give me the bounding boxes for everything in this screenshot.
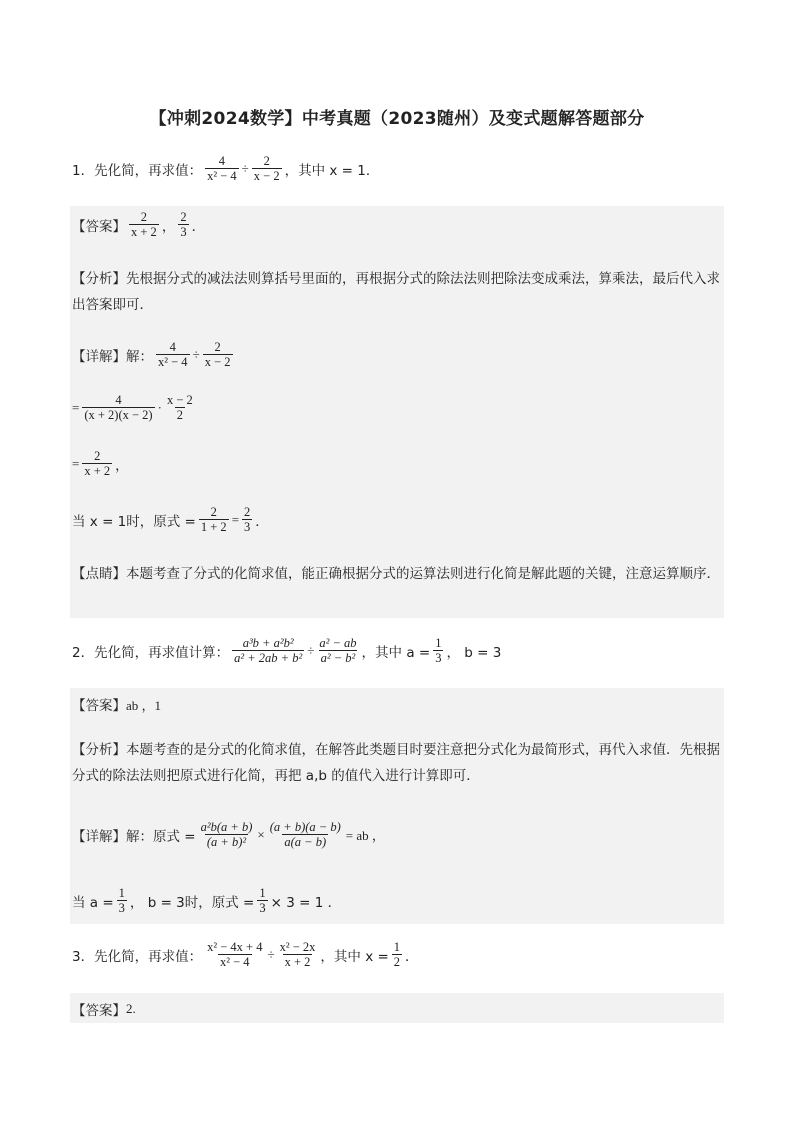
- detail-2-step-2: [72, 886, 341, 916]
- answer-tag: 【答案】: [72, 1003, 126, 1019]
- fraction: [82, 393, 154, 423]
- question-2-prefix: 2．先化简，再求值计算：: [72, 644, 230, 661]
- substitution-prefix: 当 a =: [72, 894, 114, 911]
- fraction: [205, 940, 264, 970]
- fraction: [268, 820, 343, 850]
- denominator: x + 2: [284, 955, 311, 970]
- denominator: (a + b)²: [206, 835, 247, 850]
- analysis-1: [72, 266, 720, 318]
- numerator: 4: [218, 154, 225, 168]
- numerator: 1: [118, 886, 125, 900]
- denominator: a(a − b): [284, 835, 327, 850]
- detail-1-step-2: [72, 393, 198, 423]
- divide-sign: ÷: [267, 946, 275, 962]
- analysis-text: 先根据分式的减法法则算括号里面的，再根据分式的除法法则把除法变成乘法，算乘法，最后代入求出答案即可．: [72, 271, 720, 313]
- divide-sign: ÷: [307, 642, 315, 658]
- fraction: [232, 636, 304, 666]
- numerator: 1: [435, 636, 442, 650]
- question-3-stem: [72, 940, 419, 970]
- answer-tag: 【答案】: [72, 698, 126, 714]
- denominator: 2: [176, 408, 183, 423]
- numerator: 2: [214, 340, 221, 354]
- answer-tag: 【答案】: [72, 218, 126, 235]
- denominator: x − 2: [253, 169, 280, 184]
- numerator: 2: [263, 154, 270, 168]
- numerator: 2: [210, 505, 217, 519]
- equals-sign: =: [231, 511, 240, 527]
- numerator: a² − ab: [319, 636, 357, 650]
- numerator: x² − 2x: [279, 940, 316, 954]
- answer-1: [72, 210, 205, 240]
- fraction: [203, 340, 233, 370]
- detail-prefix: 解：原式 =: [126, 828, 196, 845]
- question-1-stem: [72, 154, 379, 184]
- page-title: 【冲刺2024数学】中考真题（2023随州）及变式题解答题部分: [149, 109, 645, 129]
- numerator: 4: [115, 393, 122, 407]
- fraction: [252, 154, 282, 184]
- fraction: [433, 636, 443, 666]
- denominator: a² + 2ab + b²: [234, 651, 303, 666]
- substitution-text: 当 x = 1时，原式 =: [72, 513, 196, 530]
- question-1-suffix: ，其中 x = 1．: [284, 162, 380, 179]
- equals-sign: =: [72, 455, 80, 471]
- comment-text: 本题考查了分式的化简求值，能正确根据分式的运算法则进行化简是解此题的关键，注意运算顺序．: [126, 566, 720, 582]
- divide-sign: ÷: [192, 346, 200, 362]
- denominator: 3: [180, 225, 187, 240]
- result-text: = ab ，: [345, 828, 385, 844]
- denominator: 2: [393, 955, 401, 970]
- fraction: [199, 505, 229, 535]
- answer-2: [72, 693, 161, 715]
- denominator: 3: [435, 651, 442, 666]
- denominator: 3: [244, 520, 251, 535]
- detail-1-step-3: [72, 449, 129, 479]
- fraction: [156, 340, 190, 370]
- detail-tag: 【详解】: [72, 828, 126, 845]
- detail-2-step-1: [72, 820, 385, 850]
- comment-tag: 【点睛】: [72, 566, 126, 582]
- denominator: (x + 2)(x − 2): [84, 408, 153, 423]
- substitution-end: × 3 = 1 ．: [270, 894, 342, 911]
- analysis-tag: 【分析】: [72, 742, 126, 758]
- denominator: 3: [259, 901, 266, 916]
- fraction: [205, 154, 239, 184]
- denominator: x + 2: [131, 225, 157, 240]
- numerator: 4: [169, 340, 176, 354]
- question-1-prefix: 1．先化简，再求值：: [72, 162, 203, 179]
- answer-3: [72, 998, 136, 1020]
- denominator: x² − 4: [158, 355, 188, 370]
- analysis-text: 本题考查的是分式的化简求值，在解答此类题目时要注意把分式化为最简形式，再代入求值．先根据分式的除法法则把原式进行化简，再把 a,b 的值代入进行计算即可．: [72, 742, 720, 784]
- numerator: a²b(a + b): [200, 820, 253, 834]
- question-2-suffix: ， b = 3: [446, 644, 502, 661]
- question-3-prefix: 3．先化简，再求值：: [72, 948, 203, 965]
- detail-1-step-1: [72, 340, 236, 370]
- fraction: [317, 636, 358, 666]
- multiply-dot: ·: [157, 399, 162, 415]
- answer-text: ab ，1: [126, 697, 162, 713]
- numerator: a³b + a²b²: [242, 636, 294, 650]
- numerator: 2: [140, 210, 148, 224]
- detail-tag: 【详解】: [72, 348, 126, 365]
- question-2-stem: [72, 636, 501, 666]
- detail-1-step-4: [72, 505, 269, 535]
- analysis-tag: 【分析】: [72, 271, 126, 287]
- period: ．: [191, 218, 206, 235]
- numerator: (a + b)(a − b): [269, 820, 341, 834]
- denominator: x + 2: [84, 464, 111, 479]
- fraction: [199, 820, 255, 850]
- denominator: a² − b²: [320, 651, 356, 666]
- denominator: x² − 4: [219, 955, 250, 970]
- numerator: x² − 4x + 4: [207, 940, 263, 954]
- fraction: [82, 449, 112, 479]
- fraction: [165, 393, 195, 423]
- numerator: 2: [94, 449, 101, 463]
- denominator: x² − 4: [207, 169, 237, 184]
- solution-3-panel: [70, 993, 724, 1023]
- fraction: [257, 886, 267, 916]
- numerator: 1: [393, 940, 401, 954]
- numerator: 2: [244, 505, 251, 519]
- numerator: 2: [180, 210, 187, 224]
- fraction: [117, 886, 127, 916]
- fraction: [392, 940, 402, 970]
- numerator: 1: [259, 886, 266, 900]
- fraction: [178, 210, 188, 240]
- comment-1: [72, 561, 720, 587]
- comma: ，: [115, 457, 129, 474]
- question-2-mid: ，其中 a =: [361, 644, 431, 661]
- period: ．: [255, 513, 269, 530]
- equals-sign: =: [72, 399, 80, 415]
- fraction: [242, 505, 252, 535]
- answer-text: 2.: [126, 1001, 136, 1016]
- numerator: x − 2: [166, 393, 193, 407]
- denominator: x − 2: [204, 355, 231, 370]
- detail-prefix: 解：: [126, 348, 153, 365]
- question-3-mid: ，其中 x =: [320, 948, 389, 965]
- denominator: 1 + 2: [200, 520, 227, 535]
- substitution-mid: ， b = 3时，原式 =: [129, 894, 255, 911]
- divide-sign: ÷: [241, 160, 249, 176]
- fraction: [278, 940, 318, 970]
- analysis-2: [72, 737, 720, 789]
- fraction: [129, 210, 159, 240]
- separator: ，: [161, 218, 176, 235]
- multiply-sign: ×: [257, 826, 265, 842]
- denominator: 3: [118, 901, 125, 916]
- period: ．: [405, 948, 419, 965]
